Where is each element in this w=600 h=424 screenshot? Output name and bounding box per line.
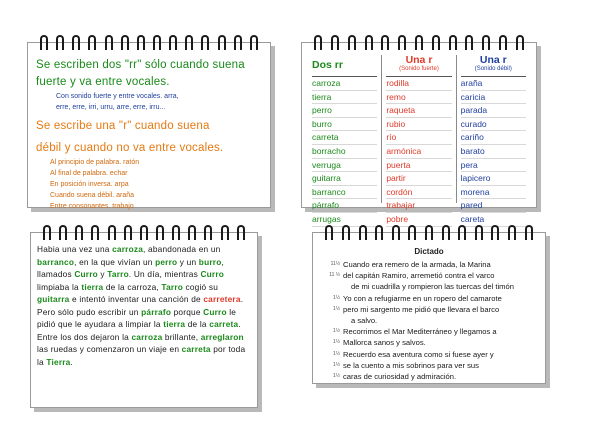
dictation-line: [317, 360, 541, 371]
column-subtitle: (Sonido fuerte): [399, 66, 439, 72]
word-table-card: [301, 42, 537, 224]
highlight-word: carroza: [112, 244, 144, 254]
ring-icon: [408, 225, 416, 240]
ring-icon: [121, 35, 129, 50]
highlight-word: Curro: [74, 269, 98, 279]
ring-icon: [204, 225, 212, 240]
story-fragment: porque: [171, 306, 204, 317]
dictation-line: [317, 315, 541, 326]
rule-rr-line-1: Se escriben dos "rr" sólo cuando suena: [36, 59, 245, 71]
ring-icon: [482, 35, 490, 50]
line-mark: 1½: [333, 339, 340, 346]
list-item: cordón: [386, 186, 451, 200]
list-item: carroza: [312, 77, 377, 91]
line-text: Cuando era remero de la armada, la Marina: [343, 260, 491, 269]
rule-rr-example-2: erre, erre, irri, urru, arre, erre, irru...: [56, 104, 166, 111]
highlight-word: arreglaron: [200, 331, 244, 342]
ring-icon: [359, 225, 367, 240]
story-fragment: . Entre los dos dejaron la: [37, 319, 241, 342]
spiral-binding: [302, 35, 536, 50]
line-mark: 1½: [333, 294, 340, 301]
ring-icon: [108, 225, 116, 240]
dictation-line: [317, 304, 541, 315]
ring-icon: [508, 225, 516, 240]
column-header: [386, 55, 451, 77]
story-fragment: . Pero sólo pudo escribir un: [37, 294, 244, 317]
story-fragment: por toda la: [37, 344, 246, 367]
dictation-line: [317, 259, 541, 270]
list-item: trabajar: [386, 199, 451, 213]
line-text: Recorrimos el Mar Mediterráneo y llegamos a: [343, 327, 497, 337]
line-text: pero mi sargento me pidió que llevara el barco: [343, 304, 500, 314]
highlight-word: carretera: [203, 294, 241, 304]
ring-icon: [442, 225, 450, 240]
ring-icon: [237, 225, 245, 240]
dictation-line: [317, 270, 541, 281]
list-item: barranco: [312, 186, 377, 200]
story-fragment: , llamados: [37, 256, 224, 279]
ring-icon: [465, 35, 473, 50]
ring-icon: [91, 225, 99, 240]
story-fragment: de la carroza,: [103, 281, 162, 292]
list-item: río: [386, 131, 451, 145]
highlight-word: párrafo: [141, 306, 172, 317]
line-text: a salvo.: [351, 316, 378, 326]
ring-icon: [56, 35, 64, 50]
story-fragment: e intentó inventar una canción de: [69, 294, 204, 304]
ring-icon: [156, 225, 164, 240]
ring-icon: [75, 225, 83, 240]
column-header: [461, 55, 526, 77]
rule-rr-example-1: Con sonido fuerte y entre vocales. arra,: [56, 93, 179, 100]
ring-icon: [250, 35, 258, 50]
story-fragment: y un: [177, 256, 199, 267]
spiral-binding: [31, 225, 257, 240]
dictation-line: [317, 371, 541, 382]
ring-icon: [43, 225, 51, 240]
line-text: Yo con a refugiarme en un ropero del camarote: [343, 293, 502, 303]
rule-r-line-2: débil y cuando no va entre vocales.: [36, 142, 224, 154]
ring-icon: [425, 225, 433, 240]
rule-r-case: Entre consonantes. trabajo: [50, 203, 134, 210]
highlight-word: tierra: [81, 281, 104, 292]
list-item: armónica: [386, 145, 451, 159]
list-item: burro: [312, 118, 377, 132]
list-item: tierra: [312, 91, 377, 105]
story-fragment: las ruedas y comenzaron un viaje en: [37, 344, 182, 354]
list-item: barato: [461, 145, 526, 159]
line-mark: [317, 315, 343, 326]
ring-icon: [105, 35, 113, 50]
rule-rr-line-2: fuerte y va entre vocales.: [36, 76, 170, 88]
highlight-word: carreta: [209, 319, 239, 329]
line-text: del capitán Ramiro, arremetió contra el varco: [343, 271, 495, 281]
rule-r-case: Al principio de palabra. ratón: [50, 159, 140, 166]
list-item: morena: [461, 186, 526, 200]
list-item: raqueta: [386, 104, 451, 118]
line-mark: 1½: [333, 305, 340, 312]
ring-icon: [415, 35, 423, 50]
ring-icon: [458, 225, 466, 240]
dictation-line: [317, 326, 541, 337]
list-item: rodilla: [386, 77, 451, 91]
list-item: araña: [461, 77, 526, 91]
column-una-r-fuerte: [382, 54, 456, 224]
list-item: pera: [461, 159, 526, 173]
ring-icon: [375, 225, 383, 240]
line-mark: 1½: [333, 373, 340, 380]
story-fragment: .: [70, 356, 74, 367]
list-item: pobre: [386, 213, 451, 227]
ring-icon: [153, 35, 161, 50]
ring-icon: [499, 35, 507, 50]
ring-icon: [491, 225, 499, 240]
word-columns: [308, 54, 530, 224]
ring-icon: [348, 35, 356, 50]
list-item: remo: [386, 91, 451, 105]
highlight-word: burro: [198, 256, 222, 267]
line-mark: 1½: [333, 350, 340, 357]
ring-icon: [72, 35, 80, 50]
list-item: caricia: [461, 91, 526, 105]
column-subtitle: (Sonido débil): [474, 66, 512, 72]
dictation-line: [317, 281, 541, 292]
list-item: lapicero: [461, 172, 526, 186]
list-item: perro: [312, 104, 377, 118]
line-text: de mi cuadrilla y rompieron las tuercas del timón: [351, 282, 514, 292]
list-item: borracho: [312, 145, 377, 159]
line-text: caras de curiosidad y admiración.: [343, 372, 457, 382]
highlight-word: carroza: [131, 331, 163, 342]
ring-icon: [325, 225, 333, 240]
story-fragment: , abandonada en un: [143, 244, 221, 254]
spiral-binding: [28, 35, 270, 50]
list-item: careta: [461, 213, 526, 227]
story-fragment: de la: [185, 319, 210, 329]
ring-icon: [218, 35, 226, 50]
ring-icon: [59, 225, 67, 240]
ring-icon: [140, 225, 148, 240]
column-title: Dos rr: [312, 59, 343, 71]
ring-icon: [314, 35, 322, 50]
ring-icon: [342, 225, 350, 240]
line-text: se la cuento a mis sobrinos para ver sus: [343, 360, 479, 370]
ring-icon: [137, 35, 145, 50]
list-item: párrafo: [312, 199, 377, 213]
story-fragment: le pidió que le ayudara a limpiar la: [37, 306, 237, 329]
line-text: Recuerdo esa aventura como si fuese ayer y: [343, 349, 494, 359]
story-fragment: limpiaba la: [37, 281, 82, 292]
story-fragment: Habia una vez una: [37, 244, 113, 254]
dictation-card: [312, 232, 546, 384]
ring-icon: [392, 225, 400, 240]
ring-icon: [221, 225, 229, 240]
dictation-title: Dictado: [414, 247, 444, 256]
ring-icon: [432, 35, 440, 50]
highlight-word: barranco: [37, 256, 75, 267]
list-item: puerta: [386, 159, 451, 173]
column-header: [312, 55, 377, 77]
ring-icon: [365, 35, 373, 50]
list-item: curado: [461, 118, 526, 132]
rule-r-case: Cuando suena débil. araña: [50, 192, 135, 199]
column-title: Una r: [479, 54, 507, 66]
ring-icon: [516, 35, 524, 50]
rule-r-case: Al final de palabra. echar: [50, 170, 128, 177]
line-mark: 1½: [333, 361, 340, 368]
column-una-r-debil: [457, 54, 530, 224]
ring-icon: [124, 225, 132, 240]
line-mark: [317, 281, 343, 292]
ring-icon: [185, 35, 193, 50]
highlight-word: Curro: [203, 306, 227, 317]
ring-icon: [449, 35, 457, 50]
ring-icon: [169, 35, 177, 50]
dictation-line: [317, 337, 541, 348]
ring-icon: [475, 225, 483, 240]
list-item: carreta: [312, 131, 377, 145]
word-list: [461, 77, 526, 240]
story-fragment: y: [97, 269, 108, 279]
highlight-word: perro: [155, 256, 178, 267]
ring-icon: [381, 35, 389, 50]
story-fragment: . Un día, mientras: [128, 269, 201, 279]
line-mark: 1½: [333, 328, 340, 335]
ring-icon: [40, 35, 48, 50]
ring-icon: [398, 35, 406, 50]
ring-icon: [188, 225, 196, 240]
story-text: [37, 243, 251, 368]
word-list: [312, 77, 377, 240]
ring-icon: [88, 35, 96, 50]
list-item: partir: [386, 172, 451, 186]
highlight-word: Tierra: [46, 356, 71, 367]
column-dos-rr: [308, 55, 382, 224]
highlight-word: Tarro: [107, 269, 129, 279]
word-list: [386, 77, 451, 240]
ring-icon: [331, 35, 339, 50]
story-card: [30, 232, 258, 408]
ring-icon: [234, 35, 242, 50]
highlight-word: guitarra: [37, 294, 70, 304]
spiral-binding: [313, 225, 545, 240]
story-fragment: cogió su: [183, 281, 219, 292]
list-item: rubio: [386, 118, 451, 132]
line-mark: 11½: [330, 261, 340, 267]
ring-icon: [525, 225, 533, 240]
list-item: arrugas: [312, 213, 377, 227]
rule-r-line-1: Se escribe una "r" cuando suena: [36, 120, 210, 132]
story-fragment: brillante,: [162, 331, 201, 342]
dictation-line: [317, 349, 541, 360]
highlight-word: Tarro: [161, 281, 184, 292]
ring-icon: [172, 225, 180, 240]
story-fragment: , en la que vivían un: [74, 256, 156, 267]
list-item: parada: [461, 104, 526, 118]
list-item: pared: [461, 199, 526, 213]
column-title: Una r: [405, 54, 433, 66]
rules-card: [27, 42, 271, 208]
line-mark: 11 ½: [329, 272, 340, 279]
highlight-word: carreta: [181, 344, 211, 354]
rule-r-case: En posición inversa. arpa: [50, 181, 129, 188]
list-item: guitarra: [312, 172, 377, 186]
list-item: cariño: [461, 131, 526, 145]
ring-icon: [201, 35, 209, 50]
dictation-line: [317, 293, 541, 304]
highlight-word: tierra: [163, 319, 186, 329]
line-text: Mallorca sanos y salvos.: [343, 338, 426, 348]
highlight-word: Curro: [200, 269, 225, 279]
list-item: verruga: [312, 159, 377, 173]
